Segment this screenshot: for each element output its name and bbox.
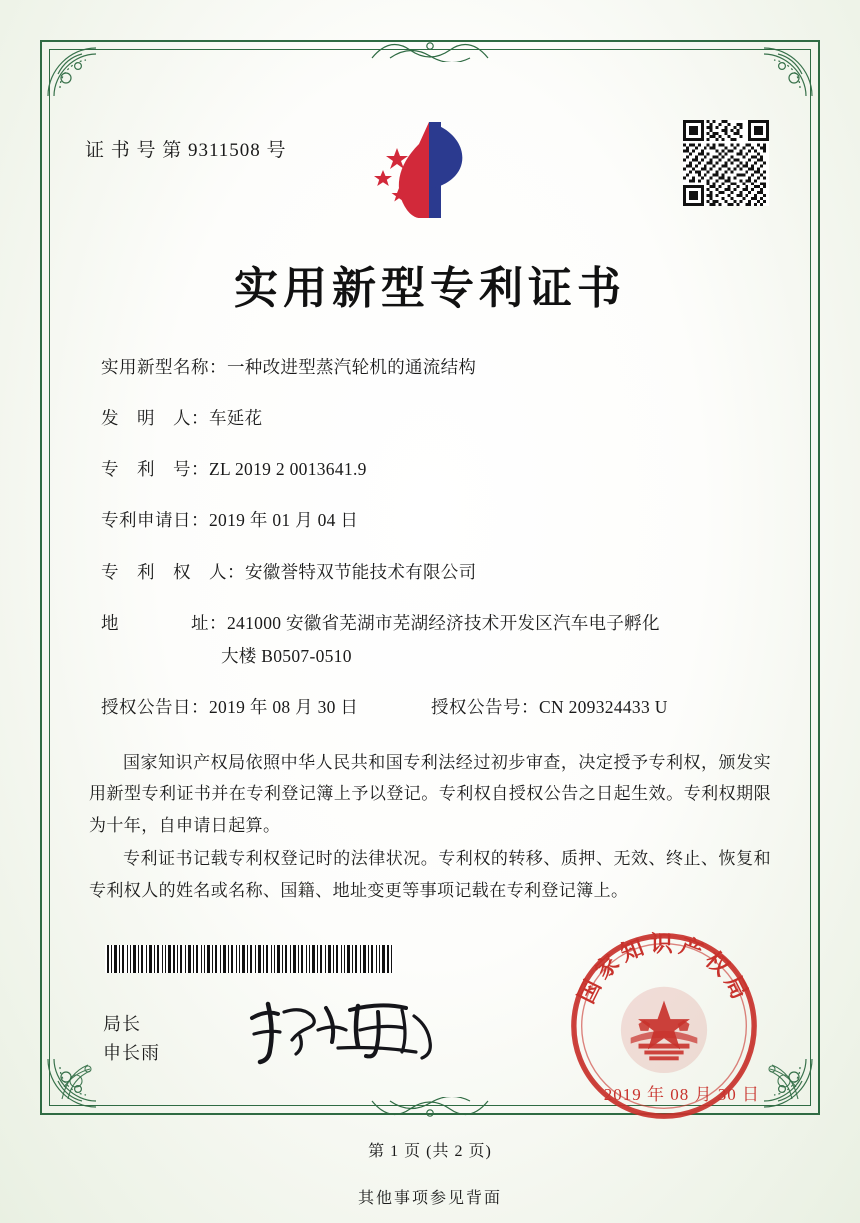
qr-code xyxy=(683,120,769,206)
director-name: 申长雨 xyxy=(103,1042,160,1063)
field-grant-number xyxy=(431,694,775,721)
field-invention-name xyxy=(101,354,775,381)
field-grant-date xyxy=(101,694,431,721)
side-ornament-icon xyxy=(56,1051,110,1105)
legal-paragraph-2: 专利证书记载专利权登记时的法律状况。专利权的转移、质押、无效、终止、恢复和专利权人的姓名或名称、国籍、地址变更等事项记载在专利登记簿上。 xyxy=(89,849,771,900)
field-value: 安徽誉特双节能技术有限公司 xyxy=(245,561,477,582)
field-label: 授权公告号： xyxy=(431,696,539,717)
svg-text:国家知识产权局: 国家知识产权局 xyxy=(573,931,755,1008)
field-value: CN 209324433 U xyxy=(539,696,668,717)
corner-ornament-icon xyxy=(44,44,100,100)
legal-body-text xyxy=(85,747,775,906)
field-patentee xyxy=(101,559,775,586)
legal-paragraph-1: 国家知识产权局依照中华人民共和国专利法经过初步审查，决定授予专利权，颁发实用新型专利证书并在专利登记簿上予以登记。专利权自授权公告之日起生效。专利权期限为十年，自申请日起算。 xyxy=(89,753,771,835)
field-inventor xyxy=(101,405,775,432)
seal-date: 2019 年 08 月 30 日 xyxy=(603,1085,760,1104)
page-number: 第 1 页 (共 2 页) xyxy=(368,1143,492,1160)
director-title-label: 局长 xyxy=(103,1014,141,1034)
field-value: 241000 安徽省芜湖市芜湖经济技术开发区汽车电子孵化 xyxy=(227,612,660,633)
top-ornament-icon xyxy=(370,34,490,62)
field-label: 实用新型名称： xyxy=(101,357,227,377)
cnipa-logo-icon xyxy=(367,114,487,226)
field-patent-number xyxy=(101,456,775,483)
field-application-date xyxy=(101,507,775,534)
field-grant-row xyxy=(101,694,775,721)
field-address-line2: 大楼 B0507-0510 xyxy=(221,645,352,666)
field-label: 发 明 人： xyxy=(101,408,209,429)
field-value: 2019 年 01 月 04 日 xyxy=(209,510,359,531)
certificate-number: 证 书 号 第 9311508 号 xyxy=(85,140,287,161)
field-label: 授权公告日： xyxy=(101,696,209,717)
field-label: 专 利 权 人： xyxy=(101,561,245,582)
field-value: ZL 2019 2 0013641.9 xyxy=(209,459,367,480)
field-list xyxy=(85,354,775,721)
corner-ornament-icon xyxy=(760,44,816,100)
signature-block xyxy=(103,1010,160,1068)
field-value: 一种改进型蒸汽轮机的通流结构 xyxy=(227,357,477,377)
barcode xyxy=(105,945,395,973)
certificate-header xyxy=(85,100,775,230)
bottom-ornament-icon xyxy=(370,1097,490,1125)
director-signature-icon xyxy=(238,990,453,1070)
field-label: 地 址： xyxy=(101,612,227,633)
field-label: 专 利 号： xyxy=(101,459,209,480)
page-title: 实用新型专利证书 xyxy=(234,264,626,313)
field-address xyxy=(101,610,775,637)
field-value: 2019 年 08 月 30 日 xyxy=(209,696,359,717)
field-value: 车延花 xyxy=(209,408,263,429)
certificate-content xyxy=(85,100,775,908)
field-label: 专利申请日： xyxy=(101,510,209,531)
footer-note: 其他事项参见背面 xyxy=(357,1190,502,1207)
